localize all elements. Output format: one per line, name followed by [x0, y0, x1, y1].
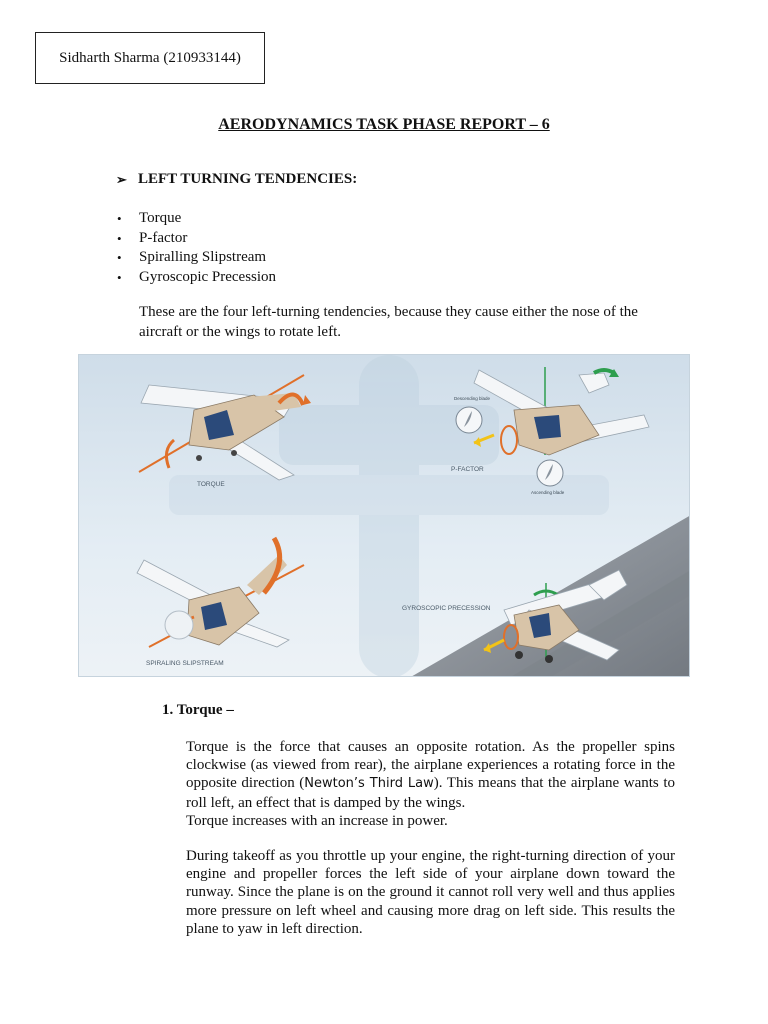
document-title: AERODYNAMICS TASK PHASE REPORT – 6: [218, 116, 550, 133]
spiraling-slipstream-label: SPIRALING SLIPSTREAM: [146, 660, 224, 667]
tendency-list: [117, 209, 276, 287]
torque-paragraph-2: During takeoff as you throttle up your engine, the right-turning direction of your engine and propeller forces the left side of your airplane down toward the runway. Since the plane is on the ground it cannot roll very well and thus applies more pressure on left wheel and causing more drag on left side. This results the plane to yaw in left direction.: [186, 848, 675, 937]
torque-label: TORQUE: [197, 481, 225, 488]
torque-paragraph-1: Torque is the force that causes an opposite rotation. As the propeller spins clockwise (as viewed from rear), the airplane experiences a rotating force in the opposite direction (Newton’s Third Law). This means that the airplane wants to roll left, an effect that is damped by the wings. Torque increases with an increase in power.: [186, 739, 675, 829]
list-item: • P-factor: [117, 229, 276, 249]
bullet-icon: •: [117, 269, 122, 285]
newtons-third-law: Newton’s Third Law: [304, 776, 434, 792]
intro-paragraph: These are the four left-turning tendencies, because they cause either the nose of the aircraft or the wings to rotate left.: [139, 304, 638, 340]
author-name: Sidharth Sharma (210933144): [59, 49, 241, 66]
descending-blade-label: Descending blade: [454, 396, 491, 401]
gyroscopic-precession-label: GYROSCOPIC PRECESSION: [402, 605, 491, 612]
torque-heading: 1. Torque –: [162, 702, 234, 718]
section-heading-text: LEFT TURNING TENDENCIES:: [138, 171, 358, 187]
bullet-icon: •: [117, 211, 122, 226]
p-factor-label: P-FACTOR: [451, 466, 484, 473]
bullet-icon: •: [117, 230, 122, 246]
list-item: • Spiralling Slipstream: [117, 248, 276, 268]
list-item: • Torque: [117, 209, 276, 229]
author-box: [35, 32, 265, 84]
ascending-blade-label: Ascending blade: [531, 490, 565, 495]
bullet-icon: •: [117, 250, 122, 265]
section-heading: [116, 171, 357, 188]
left-turning-tendencies-figure: [78, 354, 690, 677]
arrow-bullet-icon: ➢: [116, 171, 127, 187]
list-item: • Gyroscopic Precession: [117, 268, 276, 288]
